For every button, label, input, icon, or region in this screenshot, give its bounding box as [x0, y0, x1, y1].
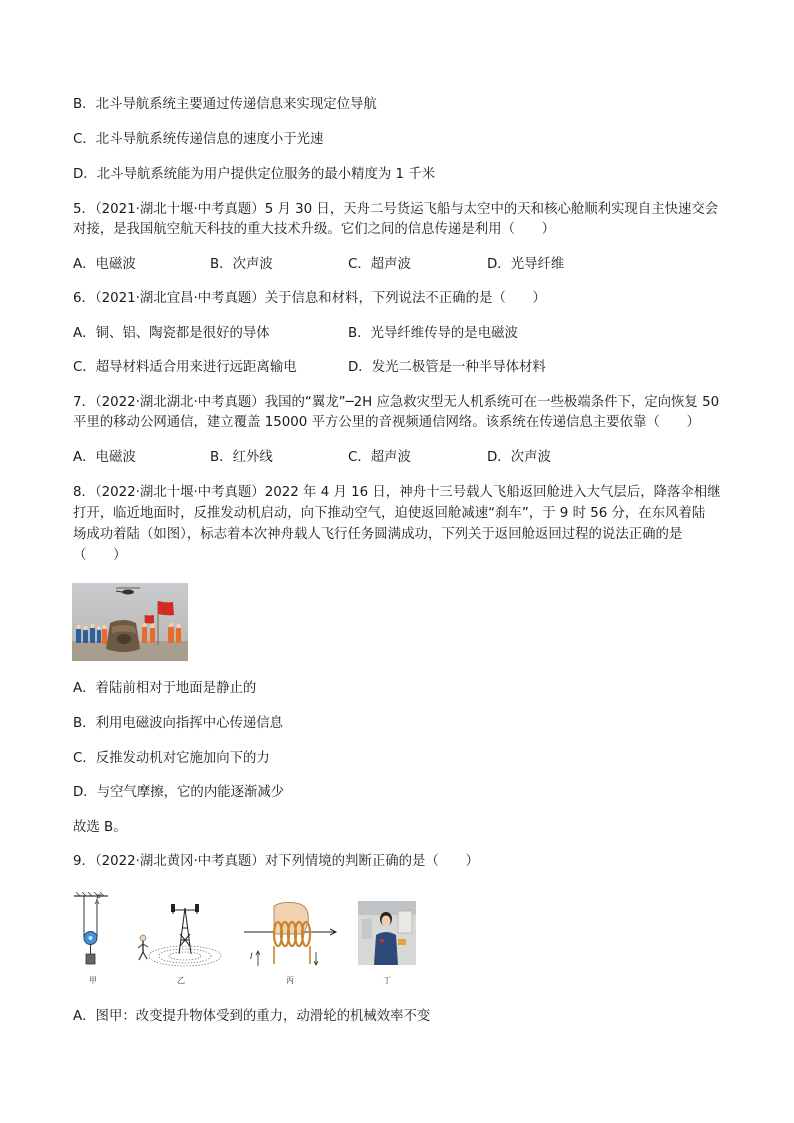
q5-option-b: B．次声波: [210, 257, 273, 272]
q9-option-a: A．图甲：改变提升物体受到的重力，动滑轮的机械效率不变: [73, 1009, 431, 1024]
q8-option-b: B．利用电磁波向指挥中心传递信息: [73, 716, 284, 731]
q6-stem: 6．（2021·湖北宜昌·中考真题）关于信息和材料，下列说法不正确的是（ ）: [73, 291, 546, 306]
q6-option-a: A．铜、铝、陶瓷都是很好的导体: [73, 326, 270, 341]
q4-option-d: D．北斗导航系统能为用户提供定位服务的最小精度为 1 千米: [73, 167, 436, 182]
q8-option-a: A．着陆前相对于地面是静止的: [73, 681, 257, 696]
q8-stem-line-1: 8．（2022·湖北十堰·中考真题）2022 年 4 月 16 日，神舟十三号载人飞船返回舱进入大气层后，降落伞相继: [73, 485, 721, 500]
q4-option-c: C．北斗导航系统传递信息的速度小于光速: [73, 132, 324, 147]
answer-note: 故选 B。: [73, 820, 127, 835]
q6-option-c: C．超导材料适合用来进行远距离输电: [73, 360, 297, 375]
figure-caption-bing: 丙: [286, 976, 294, 985]
q8-stem-line-4: （ ）: [73, 548, 127, 563]
q8-option-c: C．反推发动机对它施加向下的力: [73, 751, 270, 766]
q8-option-d: D．与空气摩擦，它的内能逐渐减少: [73, 785, 285, 800]
q7-option-d: D．次声波: [487, 450, 551, 465]
q7-option-b: B．红外线: [210, 450, 273, 465]
q4-option-b: B．北斗导航系统主要通过传递信息来实现定位导航: [73, 97, 377, 112]
q6-option-d: D．发光二极管是一种半导体材料: [348, 360, 546, 375]
figure-caption-yi: 乙: [177, 976, 185, 985]
q5-option-d: D．光导纤维: [487, 257, 565, 272]
q5-stem-line-1: 5．（2021·湖北十堰·中考真题）5 月 30 日，天舟二号货运飞船与太空中的天和核心舱顺利实现自主快速交会: [73, 202, 719, 217]
coil-hand-figure: [244, 900, 340, 972]
capsule-landing-photo: [72, 583, 188, 661]
pulley-figure: [72, 892, 112, 972]
q8-stem-line-3: 场成功着陆（如图），标志着本次神舟载人飞行任务圆满成功，下列关于返回舱返回过程的说法正确的是: [73, 527, 683, 542]
q7-stem-line-1: 7．（2022·湖北湖北·中考真题）我国的“翼龙”─2H 应急救灾型无人机系统可在一些极端条件下，定向恢复 50: [73, 395, 720, 410]
q7-option-a: A．电磁波: [73, 450, 136, 465]
astronaut-suit-shape: [374, 932, 398, 965]
q6-option-b: B．光导纤维传导的是电磁波: [348, 326, 518, 341]
q5-option-a: A．电磁波: [73, 257, 136, 272]
figure-caption-ding: 丁: [383, 976, 391, 985]
flag-shape: [158, 601, 174, 615]
q7-option-c: C．超声波: [348, 450, 411, 465]
q9-stem: 9．（2022·湖北黄冈·中考真题）对下列情境的判断正确的是（ ）: [73, 854, 479, 869]
force-label: F: [96, 894, 102, 904]
q7-stem-line-2: 平里的移动公网通信，建立覆盖 15000 平方公里的音视频通信网络。该系统在传递信息主要依靠（ ）: [73, 415, 700, 430]
figure-caption-jia: 甲: [89, 976, 97, 985]
q8-stem-line-2: 打开，临近地面时，反推发动机启动，向下推动空气，迫使返回舱减速“刹车”，于 9 时 56 分，在东风着陆: [73, 506, 706, 521]
astronaut-photo: [358, 901, 416, 965]
q5-option-c: C．超声波: [348, 257, 411, 272]
tower-wave-figure: [131, 900, 227, 972]
q5-stem-line-2: 对接，是我国航空航天科技的重大技术升级。它们之间的信息传递是利用（ ）: [73, 222, 556, 237]
current-label: I: [250, 952, 253, 962]
person-shape: [138, 935, 148, 960]
